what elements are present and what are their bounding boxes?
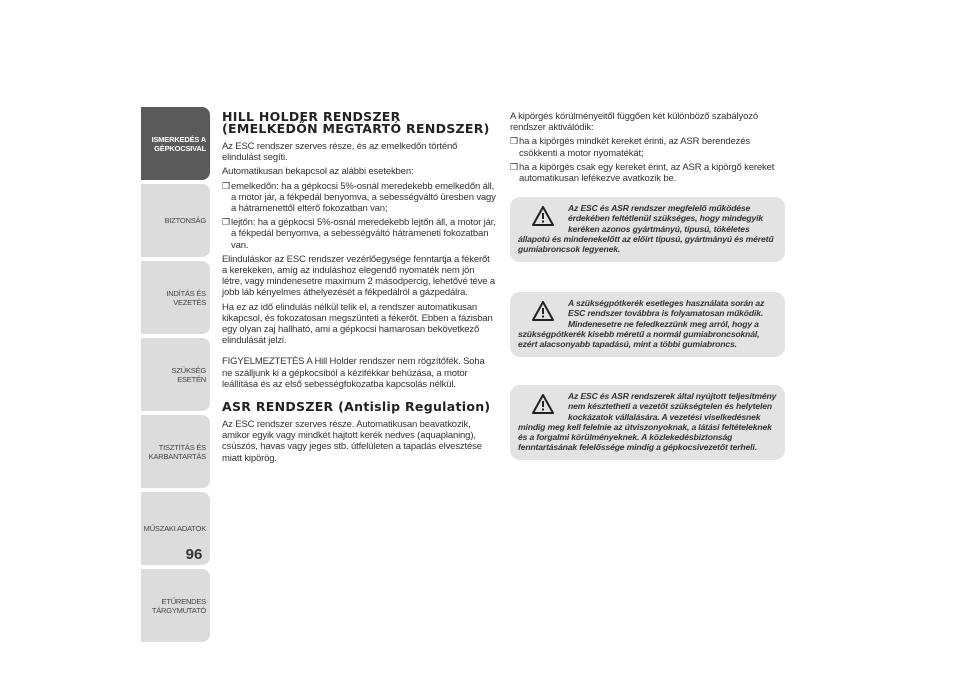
tab-inditas-es-vezetes[interactable]: INDÍTÁS ÉS VEZETÉS <box>141 261 210 334</box>
warning-text: Az ESC és ASR rendszer megfelelő működése érdekében feltétlenül szükséges, hogy mindegyik keréken azonos gyártmányú, típusú, tökéletes <box>568 203 763 234</box>
paragraph: Az ESC rendszer szerves része, és az emelkedőn történő elindulást segíti. <box>222 141 458 164</box>
heading-line-1: HILL HOLDER RENDSZER <box>222 109 401 124</box>
list-item-text: ha a kipörgés csak egy kereket érint, az ASR a kipörgő kereket automatikusan lefékezve avatkozik be. <box>519 161 775 185</box>
section-heading-asr: ASR RENDSZER (Antislip Regulation) <box>222 399 491 415</box>
warning-text: Az ESC és ASR rendszerek által nyújtott teljesítmény nem késztetheti a vezetőt szükségtelen és helytelen kockázatok vállalására. A vezetési viselkedésnek <box>568 391 777 422</box>
paragraph: Elinduláskor az ESC rendszer vezérlőegysége fenntartja a fékerőt a kerekeken, amíg az induláshoz elegendő nyomaték nem jön létre, vagy mindenesetre maximum 2 másodpercig, lehetővé téve a jobb láb kényelmes áthelyezését a fékpedálról a gázpedálra. <box>222 253 496 299</box>
checkbox-bullet-icon: ❒ <box>510 161 518 172</box>
paragraph: A kipörgés körülményeitől függően két különböző szabályozó rendszer aktiválódik: <box>510 111 758 134</box>
list-item <box>222 217 497 251</box>
warning-triangle-icon <box>518 298 568 329</box>
right-column <box>510 111 785 460</box>
tab-tisztitas-karbantartas[interactable]: TISZTÍTÁS ÉS KARBANTARTÁS <box>141 415 210 488</box>
tab-ismerkedes[interactable]: ISMERKEDÉS A GÉPKOCSIVAL <box>141 107 210 180</box>
tab-muszaki-adatok[interactable]: MŰSZAKI ADATOK <box>141 492 210 565</box>
warning-text: A szükségpótkerék esetleges használata során az ESC rendszer továbbra is folyamatosan működik. Mindenesetre ne feledkezzünk meg arról, hogy a <box>568 298 765 329</box>
warning-box <box>510 197 785 262</box>
left-column <box>222 111 497 467</box>
checkbox-bullet-icon: ❒ <box>510 136 518 147</box>
list-item <box>510 162 785 184</box>
warning-triangle-icon <box>518 203 568 234</box>
chapter-sidebar <box>141 107 210 646</box>
heading-line-2: (EMELKEDŐN MEGTARTÓ RENDSZER) <box>222 121 490 136</box>
section-heading-hill-holder <box>222 111 497 135</box>
list-item <box>510 136 785 158</box>
page-number: 96 <box>185 546 203 563</box>
paragraph: Automatikusan bekapcsol az alábbi esetekben: <box>222 166 414 178</box>
checkbox-bullet-icon: ❒ <box>222 180 230 191</box>
tab-targymutato[interactable]: ETŰRENDES TÁRGYMUTATÓ <box>141 569 210 642</box>
warning-text: szükségpótkerék kisebb méretű a normál gumiabroncsoknál, ezért alacsonyabb tapadású, mint a többi gumiabroncs. <box>518 328 760 350</box>
list-item-text: lejtőn: ha a gépkocsi 5%-osnál meredekebb lejtőn áll, a motor jár, a fékpedál benyomva, a sebességváltó hátrameneti fokozatban van. <box>231 217 496 251</box>
paragraph: Ha ez az idő elindulás nélkül telik el, a rendszer automatikusan kikapcsol, és fokozatosan megszünteti a fékerőt. Ebben a fázisban egy olyan zaj hallható, ami a gépkocsi hamarosan bekövetkező elindulását jelzi. <box>222 301 493 347</box>
warning-box <box>510 385 785 460</box>
paragraph: Az ESC rendszer szerves része. Automatikusan beavatkozik, amikor egyik vagy mindkét hajtott kerék nedves (aquaplaning), csúszós, havas vagy jeges stb. útfelületen a tapadás elvesztése miatt kipörög. <box>222 419 482 464</box>
tab-biztonsag[interactable]: BIZTONSÁG <box>141 184 210 257</box>
warning-box <box>510 292 785 357</box>
warning-text: állapotú és mindenekelőtt az előírt típusú, gyártmányú és méretű gumiabroncsok legyenek. <box>518 233 774 255</box>
warning-paragraph: FIGYELMEZTETÉS A Hill Holder rendszer nem rögzítőfék. Soha ne szálljunk ki a gépkocsiból a kézifékkar behúzása, a motor leállítása és az első sebességfokozatba kapcsolás nélkül. <box>222 356 485 390</box>
list-item <box>222 181 497 215</box>
warning-triangle-icon <box>518 391 568 422</box>
warning-text: mindig meg kell felelnie az útviszonyoknak, a látási feltételeknek és a forgalmi körülményeknek. A közlekedésbiztonság fenntartásának felelőssége mindig a gépkocsivezetőt terheli. <box>518 421 772 453</box>
tab-szukseg-eseten[interactable]: SZÜKSÉG ESETÉN <box>141 338 210 411</box>
checkbox-bullet-icon: ❒ <box>222 217 230 228</box>
list-item-text: emelkedőn: ha a gépkocsi 5%-osnál meredekebb emelkedőn áll, a motor jár, a fékpedál benyomva, a sebességváltó üresben vagy a hátramenettől eltérő fokozatban van; <box>231 180 496 215</box>
list-item-text: ha a kipörgés mindkét kereket érinti, az ASR berendezés csökkenti a motor nyomatékát; <box>519 136 750 159</box>
